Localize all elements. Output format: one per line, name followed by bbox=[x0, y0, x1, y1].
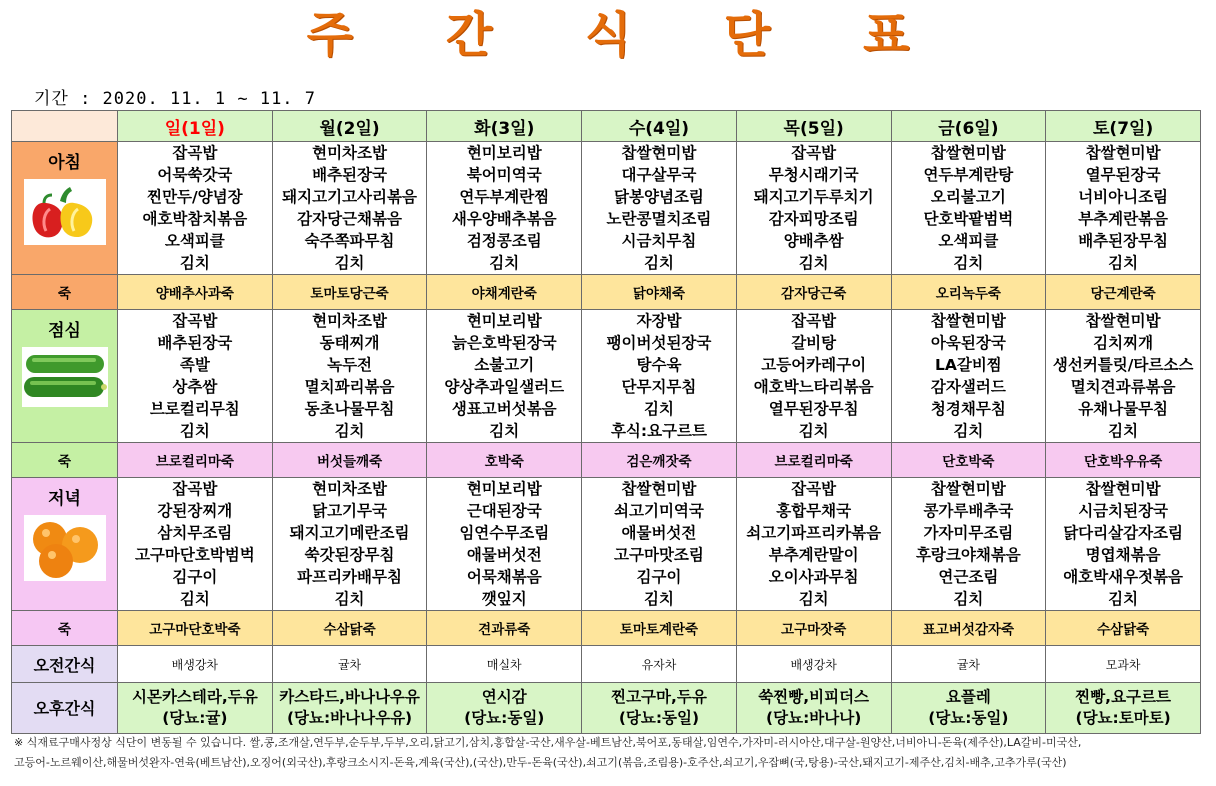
snack-name: 카스타드,바나나우유 bbox=[279, 688, 420, 706]
menu-item: 잡곡밥 bbox=[172, 144, 218, 162]
dinner-menu-cell bbox=[891, 478, 1046, 611]
menu-item: 오색피클 bbox=[164, 232, 225, 250]
dinner-menu-cell bbox=[427, 478, 582, 611]
menu-item: 김치 bbox=[1108, 590, 1139, 608]
dinner-menu-cell bbox=[582, 478, 737, 611]
menu-item: 양배추쌈 bbox=[783, 232, 844, 250]
breakfast-menu-cell bbox=[736, 142, 891, 275]
menu-item: 생표고버섯볶음 bbox=[451, 400, 557, 418]
breakfast-menu-cell bbox=[272, 142, 427, 275]
menu-item: 김치 bbox=[798, 590, 829, 608]
menu-item: 후식:요구르트 bbox=[610, 422, 707, 440]
menu-item: 애물버섯전 bbox=[466, 546, 542, 564]
pm-snack-item bbox=[1046, 683, 1201, 734]
menu-item: 명엽채볶음 bbox=[1085, 546, 1161, 564]
menu-item: 오리불고기 bbox=[930, 188, 1006, 206]
menu-item: 부추계란볶음 bbox=[1078, 210, 1169, 228]
ingredient-origin-notes bbox=[14, 733, 1209, 773]
menu-item: 너비아니조림 bbox=[1078, 188, 1169, 206]
menu-item: 현미차조밥 bbox=[312, 312, 387, 330]
menu-item: 잡곡밥 bbox=[791, 144, 837, 162]
menu-item: 현미보리밥 bbox=[466, 144, 542, 162]
porridge-label: 죽 bbox=[12, 275, 118, 310]
menu-item: 돼지고기두루치기 bbox=[753, 188, 874, 206]
menu-item: 애호박새우젓볶음 bbox=[1063, 568, 1183, 586]
day-header-row bbox=[12, 111, 1201, 142]
menu-period: 기간 : 2020. 11. 1 ~ 11. 7 bbox=[34, 89, 317, 109]
day-header: 목(5일) bbox=[736, 111, 891, 142]
menu-item: 김치 bbox=[489, 422, 520, 440]
menu-item: 현미차조밥 bbox=[312, 144, 387, 162]
porridge-item: 야채계란죽 bbox=[427, 275, 582, 310]
day-header: 금(6일) bbox=[891, 111, 1046, 142]
menu-item: 쑥갓된장무침 bbox=[304, 546, 395, 564]
porridge-breakfast-row bbox=[12, 275, 1201, 310]
porridge-item: 감자당근죽 bbox=[736, 275, 891, 310]
menu-item: 숙주쪽파무침 bbox=[304, 232, 395, 250]
menu-item: 어묵쑥갓국 bbox=[157, 166, 233, 184]
snack-name: 요플레 bbox=[945, 688, 991, 706]
porridge-item: 브로컬리마죽 bbox=[118, 443, 273, 478]
day-header: 일(1일) bbox=[118, 111, 273, 142]
menu-item: 김치 bbox=[953, 422, 984, 440]
menu-item: 멸치견과류볶음 bbox=[1070, 378, 1176, 396]
bell-pepper-image bbox=[24, 179, 106, 245]
menu-item: 시금치된장국 bbox=[1078, 502, 1169, 520]
porridge-item: 오리녹두죽 bbox=[891, 275, 1046, 310]
menu-item: 김치 bbox=[334, 254, 365, 272]
menu-item: 족발 bbox=[179, 356, 210, 374]
diabetic-alternative: (당뇨:토마토) bbox=[1075, 709, 1171, 727]
menu-item: 고구마단호박범벅 bbox=[134, 546, 255, 564]
menu-item: 단무지무침 bbox=[621, 378, 697, 396]
breakfast-label-cell bbox=[12, 142, 118, 275]
menu-item: 녹두전 bbox=[327, 356, 373, 374]
menu-item: 잡곡밥 bbox=[172, 480, 218, 498]
am-snack-item: 모과차 bbox=[1046, 646, 1201, 683]
menu-item: 고구마맛조림 bbox=[614, 546, 704, 564]
menu-item: 배추된장무침 bbox=[1078, 232, 1169, 250]
notes-line: 고등어-노르웨이산,해물버섯완자-연육(베트남산),오징어(외국산),후랑크소시지-돈육,계육(국산),(국산),만두-돈육(국산),쇠고기(볶음,조림용)-호주산,쇠고기,우잡뼈(국,탕용)-국산,돼지고기-제주산,김치-배추,고추가루(국산) bbox=[14, 756, 1067, 769]
menu-item: 열무된장국 bbox=[1085, 166, 1161, 184]
pm-snack-item bbox=[736, 683, 891, 734]
menu-item: 김치 bbox=[334, 590, 365, 608]
menu-item: 잡곡밥 bbox=[172, 312, 218, 330]
am-snack-item: 귤차 bbox=[272, 646, 427, 683]
menu-item: 찹쌀현미밥 bbox=[930, 144, 1006, 162]
menu-item: 근대된장국 bbox=[466, 502, 542, 520]
porridge-item: 닭야채죽 bbox=[582, 275, 737, 310]
menu-item: 홍합무채국 bbox=[776, 502, 852, 520]
menu-item: 단호박팥범벅 bbox=[923, 210, 1014, 228]
menu-item: 감자피망조림 bbox=[768, 210, 859, 228]
pm-snack-item bbox=[118, 683, 273, 734]
menu-item: 김치 bbox=[643, 400, 674, 418]
menu-item: 북어미역국 bbox=[466, 166, 542, 184]
menu-item: 깻잎지 bbox=[481, 590, 527, 608]
menu-item: 늙은호박된장국 bbox=[451, 334, 557, 352]
am-snack-item: 배생강차 bbox=[736, 646, 891, 683]
menu-item: 감자당근채볶음 bbox=[297, 210, 402, 228]
am-snack-item: 유자차 bbox=[582, 646, 737, 683]
menu-item: 탕수육 bbox=[636, 356, 682, 374]
porridge-item: 수삼닭죽 bbox=[272, 611, 427, 646]
porridge-label: 죽 bbox=[12, 611, 118, 646]
menu-item: 찹쌀현미밥 bbox=[930, 312, 1006, 330]
lunch-label-cell bbox=[12, 310, 118, 443]
menu-item: 찹쌀현미밥 bbox=[1085, 144, 1161, 162]
menu-item: 연근조림 bbox=[938, 568, 999, 586]
breakfast-menu-cell bbox=[427, 142, 582, 275]
lunch-menu-cell bbox=[736, 310, 891, 443]
menu-item: 김치 bbox=[798, 422, 829, 440]
menu-item: 김치 bbox=[334, 422, 365, 440]
menu-item: 자장밥 bbox=[636, 312, 682, 330]
porridge-item: 고구마잣죽 bbox=[736, 611, 891, 646]
menu-item: 돼지고기메란조림 bbox=[289, 524, 410, 542]
am-snack-label: 오전간식 bbox=[12, 646, 118, 683]
menu-item: 동초나물무침 bbox=[304, 400, 395, 418]
porridge-item: 호박죽 bbox=[427, 443, 582, 478]
dinner-menu-cell bbox=[118, 478, 273, 611]
lunch-menu-cell bbox=[427, 310, 582, 443]
breakfast-menu-cell bbox=[118, 142, 273, 275]
menu-item: 찹쌀현미밥 bbox=[930, 480, 1006, 498]
dinner-label: 저녁 bbox=[48, 489, 81, 509]
dinner-menu-cell bbox=[1046, 478, 1201, 611]
am-snack-item: 귤차 bbox=[891, 646, 1046, 683]
menu-item: 김치찌개 bbox=[1093, 334, 1154, 352]
pm-snack-item bbox=[427, 683, 582, 734]
menu-item: 가자미무조림 bbox=[923, 524, 1014, 542]
menu-item: 김치 bbox=[953, 254, 984, 272]
menu-item: 찹쌀현미밥 bbox=[621, 480, 697, 498]
porridge-item: 수삼닭죽 bbox=[1046, 611, 1201, 646]
corner-cell bbox=[12, 111, 118, 142]
porridge-item: 양배추사과죽 bbox=[118, 275, 273, 310]
menu-item: 김치 bbox=[489, 254, 520, 272]
diabetic-alternative: (당뇨:동일) bbox=[464, 709, 545, 727]
menu-item: 김치 bbox=[643, 590, 674, 608]
diabetic-alternative: (당뇨:동일) bbox=[928, 709, 1009, 727]
menu-item: 연두부계란탕 bbox=[923, 166, 1014, 184]
menu-item: 유채나물무침 bbox=[1078, 400, 1169, 418]
menu-item: 현미보리밥 bbox=[466, 480, 542, 498]
porridge-item: 브로컬리마죽 bbox=[736, 443, 891, 478]
menu-item: 쇠고기파프리카볶음 bbox=[746, 524, 882, 542]
pm-snack-item bbox=[582, 683, 737, 734]
snack-name: 쑥찐빵,비피더스 bbox=[758, 688, 870, 706]
menu-item: 김치 bbox=[643, 254, 674, 272]
menu-item: 김치 bbox=[1108, 422, 1139, 440]
menu-item: 애호박참치볶음 bbox=[142, 210, 248, 228]
dinner-menu-cell bbox=[272, 478, 427, 611]
menu-item: 닭봉양념조림 bbox=[614, 188, 704, 206]
menu-item: 멸치꽈리볶음 bbox=[304, 378, 395, 396]
porridge-item: 토마토계란죽 bbox=[582, 611, 737, 646]
menu-item: 잡곡밥 bbox=[791, 480, 837, 498]
menu-item: 찹쌀현미밥 bbox=[1085, 312, 1161, 330]
breakfast-menu-cell bbox=[1046, 142, 1201, 275]
orange-image bbox=[24, 515, 106, 581]
menu-item: 배추된장국 bbox=[157, 334, 233, 352]
porridge-item: 검은깨잣죽 bbox=[582, 443, 737, 478]
menu-item: 연두부계란찜 bbox=[459, 188, 550, 206]
menu-item: 갈비탕 bbox=[791, 334, 837, 352]
menu-item: 후랑크야채볶음 bbox=[915, 546, 1021, 564]
day-header: 화(3일) bbox=[427, 111, 582, 142]
am-snack-item: 매실차 bbox=[427, 646, 582, 683]
dinner-label-cell bbox=[12, 478, 118, 611]
porridge-item: 토마토당근죽 bbox=[272, 275, 427, 310]
pm-snack-item bbox=[891, 683, 1046, 734]
menu-item: 현미보리밥 bbox=[466, 312, 542, 330]
day-header: 토(7일) bbox=[1046, 111, 1201, 142]
snack-name: 찐고구마,두유 bbox=[611, 688, 707, 706]
menu-item: 찐만두/양념장 bbox=[147, 188, 243, 206]
lunch-menu-cell bbox=[1046, 310, 1201, 443]
lunch-menu-cell bbox=[118, 310, 273, 443]
pm-snack-label: 오후간식 bbox=[12, 683, 118, 734]
menu-item: 강된장찌개 bbox=[157, 502, 233, 520]
weekly-menu-table bbox=[11, 110, 1201, 734]
breakfast-row bbox=[12, 142, 1201, 275]
menu-item: 시금치무침 bbox=[621, 232, 697, 250]
menu-item: 현미차조밥 bbox=[312, 480, 387, 498]
porridge-item: 단호박우유죽 bbox=[1046, 443, 1201, 478]
menu-item: 김구이 bbox=[172, 568, 218, 586]
menu-item: 브로컬리무침 bbox=[149, 400, 240, 418]
menu-item: 콩가루배추국 bbox=[923, 502, 1014, 520]
menu-item: 청경채무침 bbox=[930, 400, 1006, 418]
porridge-item: 당근계란죽 bbox=[1046, 275, 1201, 310]
dinner-menu-cell bbox=[736, 478, 891, 611]
porridge-item: 단호박죽 bbox=[891, 443, 1046, 478]
menu-item: 열무된장무침 bbox=[768, 400, 859, 418]
menu-item: 김치 bbox=[179, 590, 210, 608]
breakfast-menu-cell bbox=[582, 142, 737, 275]
diabetic-alternative: (당뇨:바나나) bbox=[766, 709, 862, 727]
pm-snack-row bbox=[12, 683, 1201, 734]
menu-item: LA갈비찜 bbox=[934, 356, 1002, 374]
porridge-dinner-row bbox=[12, 611, 1201, 646]
menu-item: 김치 bbox=[179, 422, 210, 440]
menu-item: 쇠고기미역국 bbox=[614, 502, 704, 520]
menu-item: 감자샐러드 bbox=[930, 378, 1006, 396]
menu-item: 돼지고기고사리볶음 bbox=[282, 188, 417, 206]
menu-item: 새우양배추볶음 bbox=[451, 210, 557, 228]
menu-item: 김치 bbox=[179, 254, 210, 272]
porridge-item: 버섯들깨죽 bbox=[272, 443, 427, 478]
pm-snack-item bbox=[272, 683, 427, 734]
menu-item: 파프리카배무침 bbox=[297, 568, 402, 586]
lunch-menu-cell bbox=[582, 310, 737, 443]
menu-item: 닭고기무국 bbox=[312, 502, 387, 520]
menu-item: 고등어카레구이 bbox=[761, 356, 867, 374]
am-snack-item: 배생강차 bbox=[118, 646, 273, 683]
menu-item: 닭다리살감자조림 bbox=[1063, 524, 1183, 542]
menu-item: 오색피클 bbox=[938, 232, 999, 250]
snack-name: 찐빵,요구르트 bbox=[1075, 688, 1171, 706]
menu-item: 검정콩조림 bbox=[466, 232, 542, 250]
menu-item: 오이사과무침 bbox=[768, 568, 859, 586]
lunch-menu-cell bbox=[891, 310, 1046, 443]
porridge-label: 죽 bbox=[12, 443, 118, 478]
porridge-item: 고구마단호박죽 bbox=[118, 611, 273, 646]
menu-item: 잡곡밥 bbox=[791, 312, 837, 330]
menu-item: 찹쌀현미밥 bbox=[621, 144, 697, 162]
page-title: 주 간 식 단 표 bbox=[306, 7, 948, 63]
lunch-label: 점심 bbox=[48, 321, 81, 341]
lunch-menu-cell bbox=[272, 310, 427, 443]
menu-item: 애호박느타리볶음 bbox=[753, 378, 874, 396]
menu-item: 임연수무조림 bbox=[459, 524, 550, 542]
am-snack-row bbox=[12, 646, 1201, 683]
breakfast-label: 아침 bbox=[48, 153, 81, 173]
menu-item: 소불고기 bbox=[474, 356, 535, 374]
day-header: 수(4일) bbox=[582, 111, 737, 142]
diabetic-alternative: (당뇨:귤) bbox=[162, 709, 228, 727]
porridge-item: 표고버섯감자죽 bbox=[891, 611, 1046, 646]
porridge-lunch-row bbox=[12, 443, 1201, 478]
snack-name: 시몬카스테라,두유 bbox=[132, 688, 258, 706]
notes-line: ※ 식재료구매사정상 식단이 변동될 수 있습니다. 쌀,콩,조개살,연두부,순두부,두부,오리,닭고기,삼치,홍합살-국산,새우살-베트남산,북어포,동태살,임연수,가자미-러시아산,대구살-원양산,너비아니-돈육(제주산),LA갈비-미국산, bbox=[14, 736, 1082, 749]
menu-item: 노란콩멸치조림 bbox=[606, 210, 712, 228]
day-header: 월(2일) bbox=[272, 111, 427, 142]
breakfast-menu-cell bbox=[891, 142, 1046, 275]
menu-item: 대구살무국 bbox=[621, 166, 697, 184]
menu-item: 애물버섯전 bbox=[621, 524, 697, 542]
cucumber-image bbox=[22, 347, 108, 407]
lunch-row bbox=[12, 310, 1201, 443]
menu-item: 김치 bbox=[1108, 254, 1139, 272]
snack-name: 연시감 bbox=[481, 688, 527, 706]
menu-item: 어묵채볶음 bbox=[466, 568, 542, 586]
menu-item: 생선커틀릿/타르소스 bbox=[1052, 356, 1194, 374]
porridge-item: 견과류죽 bbox=[427, 611, 582, 646]
menu-item: 양상추과일샐러드 bbox=[444, 378, 565, 396]
dinner-row bbox=[12, 478, 1201, 611]
menu-item: 아욱된장국 bbox=[930, 334, 1006, 352]
menu-item: 삼치무조림 bbox=[157, 524, 233, 542]
diabetic-alternative: (당뇨:동일) bbox=[618, 709, 700, 727]
menu-item: 무청시래기국 bbox=[768, 166, 859, 184]
diabetic-alternative: (당뇨:바나나우유) bbox=[286, 709, 413, 727]
menu-item: 부추계란말이 bbox=[768, 546, 859, 564]
menu-item: 김구이 bbox=[636, 568, 682, 586]
menu-item: 상추쌈 bbox=[172, 378, 218, 396]
menu-item: 찹쌀현미밥 bbox=[1085, 480, 1161, 498]
menu-item: 배추된장국 bbox=[312, 166, 387, 184]
menu-item: 김치 bbox=[953, 590, 984, 608]
menu-item: 팽이버섯된장국 bbox=[606, 334, 712, 352]
menu-item: 동태찌개 bbox=[319, 334, 380, 352]
menu-item: 김치 bbox=[798, 254, 829, 272]
